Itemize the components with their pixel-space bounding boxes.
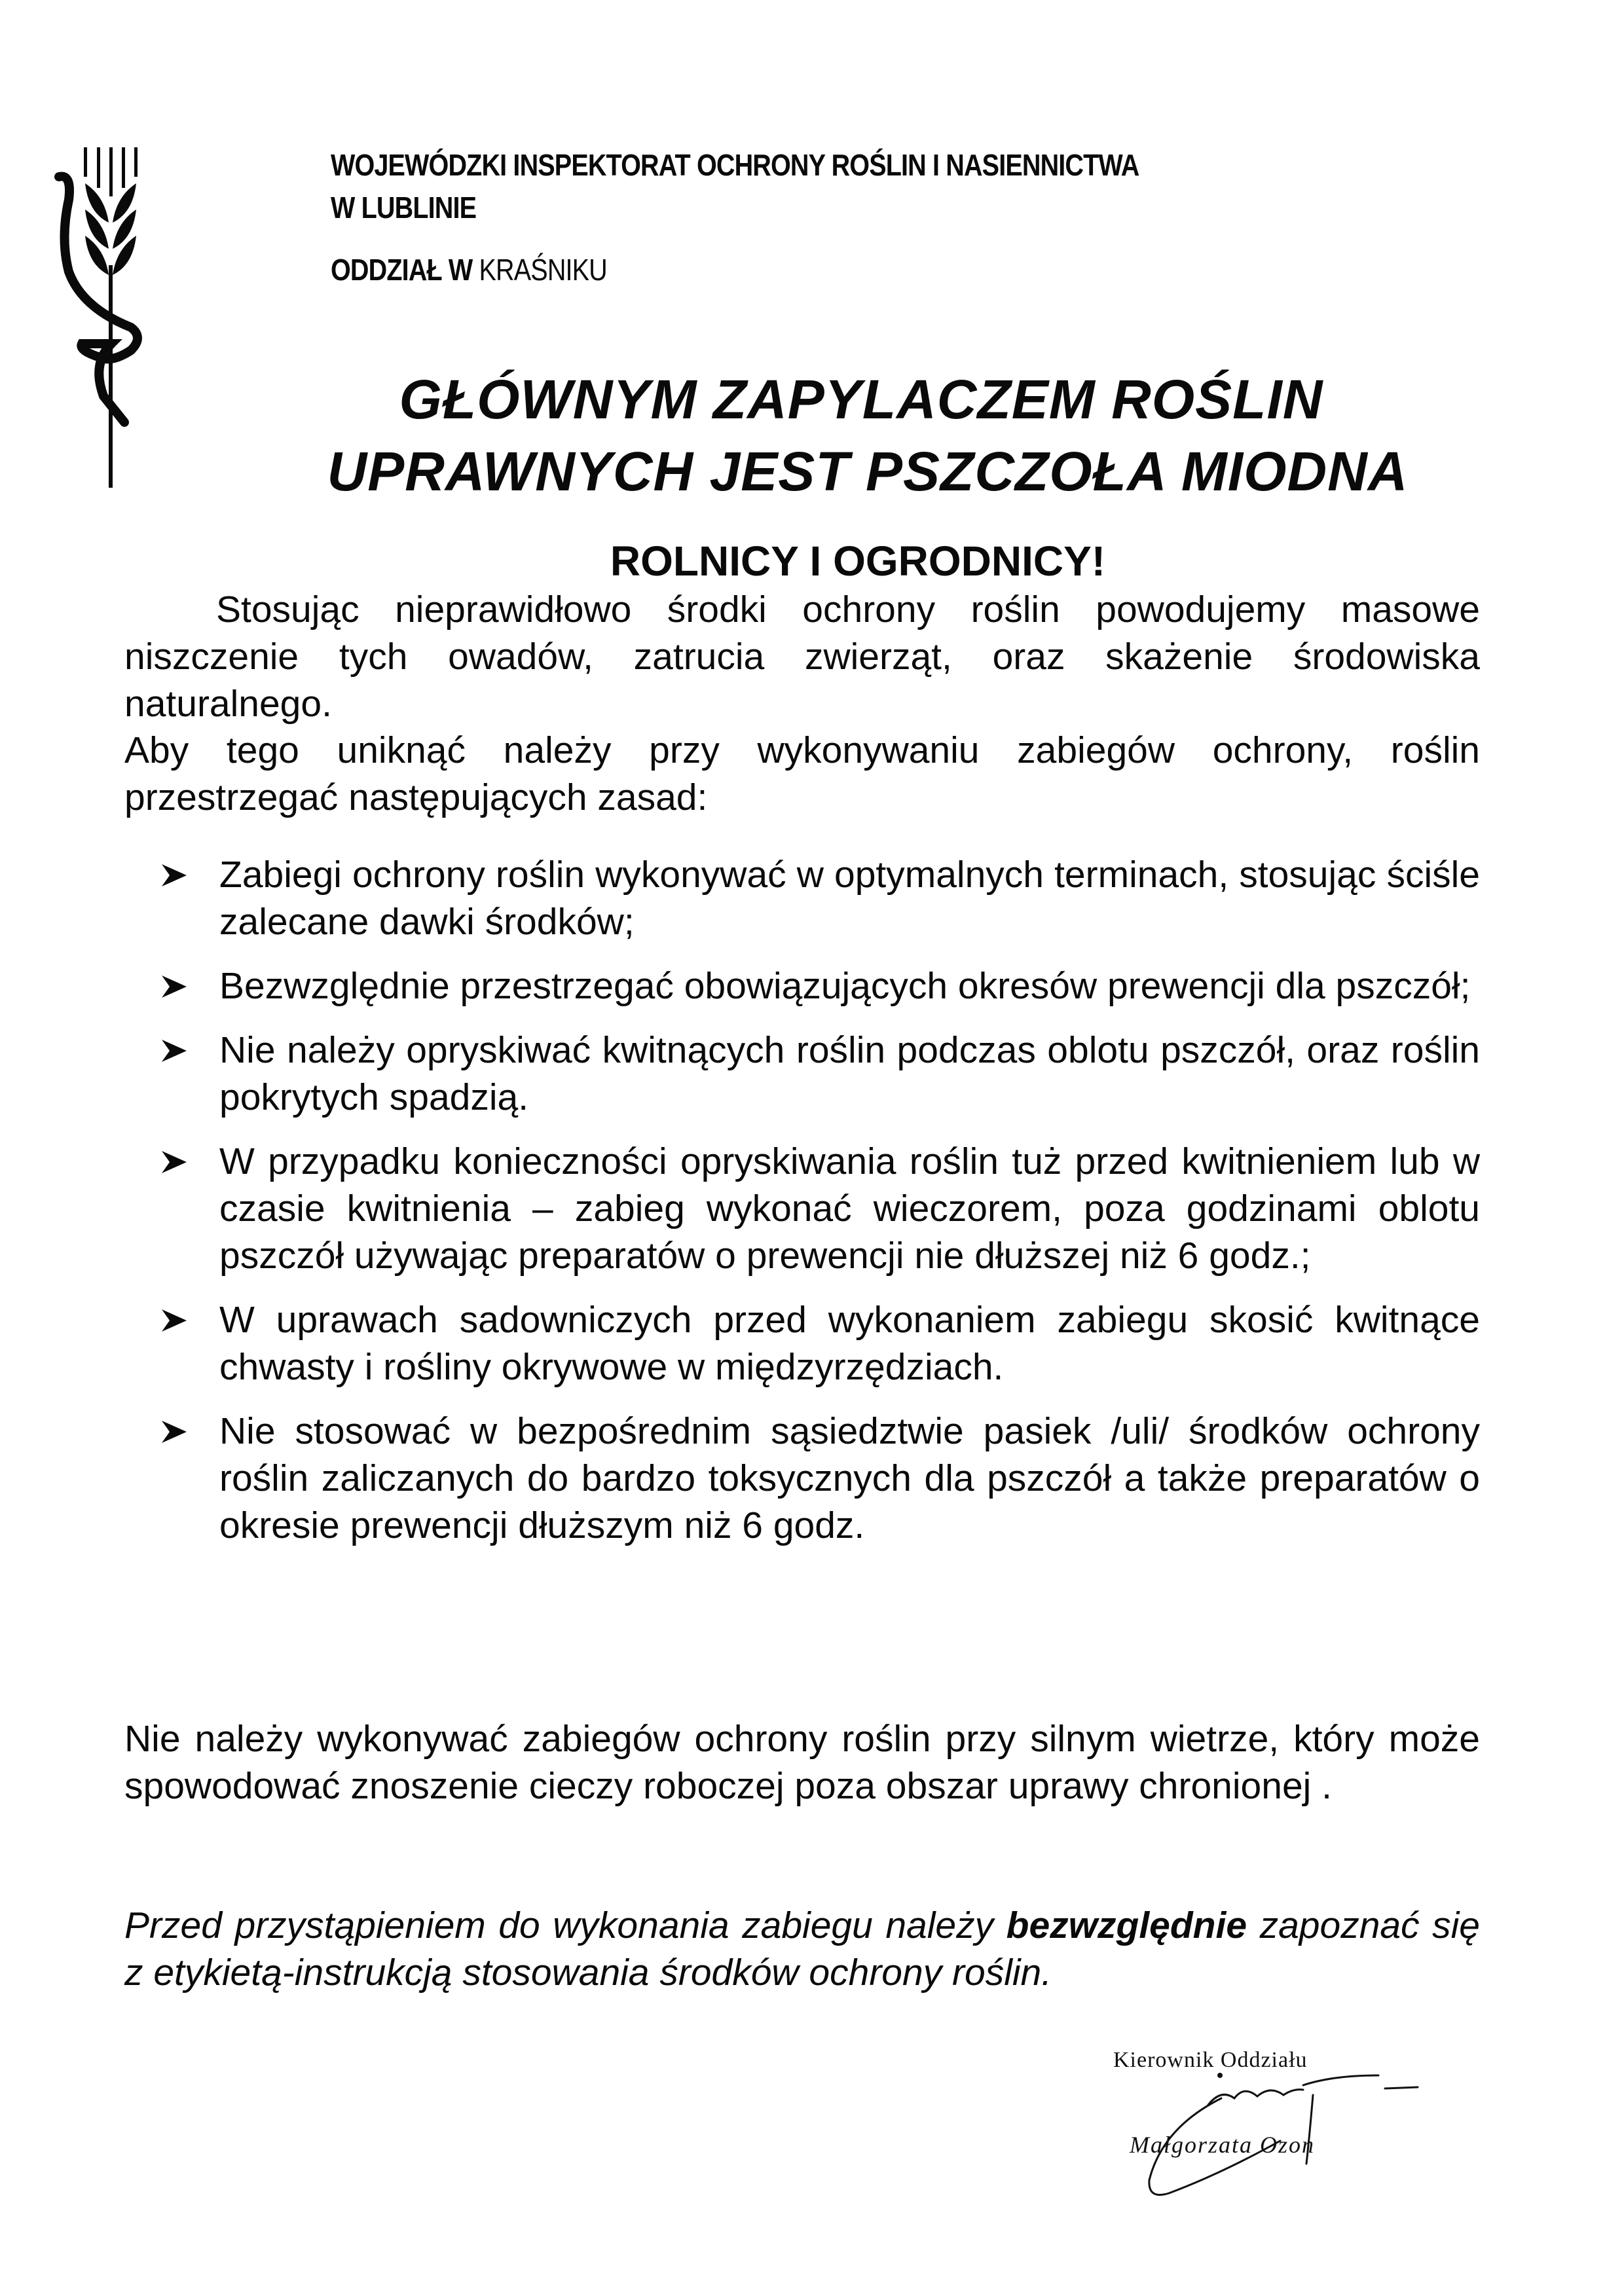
signatory-name: Małgorzata Ozon xyxy=(1130,2132,1316,2158)
rule-text: W przypadku konieczności opryskiwania roślin tuż przed kwitnieniem lub w czasie kwitnienia – zabieg wykonać wieczorem, poza godzinami oblotu pszczół używając preparatów o prewencji nie dłuższej niż 6 godz.; xyxy=(219,1140,1480,1277)
rule-item xyxy=(160,1408,1480,1549)
intro-paragraph-2: Aby tego uniknąć należy przy wykonywaniu zabiegów ochrony, roślin przestrzegać następujących zasad: xyxy=(124,729,1480,818)
label-notice-before: Przed przystąpieniem do wykonania zabiegu należy xyxy=(124,1904,1006,1946)
label-notice-emphasis: bezwzględnie xyxy=(1006,1904,1247,1946)
rule-item xyxy=(160,1296,1480,1391)
wind-notice: Nie należy wykonywać zabiegów ochrony roślin przy silnym wietrze, który może spowodować znoszenie cieczy roboczej poza obszar uprawy chronionej . xyxy=(124,1718,1480,1807)
rule-text: Zabiegi ochrony roślin wykonywać w optymalnych terminach, stosując ściśle zalecane dawki środków; xyxy=(219,854,1480,943)
arrowhead-bullet-icon xyxy=(160,1419,188,1444)
organization-location: W LUBLINIE xyxy=(331,191,477,225)
branch-city: KRAŚNIKU xyxy=(479,253,607,287)
document-title-line2: UPRAWNYCH JEST PSZCZOŁA MIODNA xyxy=(327,441,1409,502)
arrowhead-bullet-icon xyxy=(160,974,188,999)
document-title-line1: GŁÓWNYM ZAPYLACZEM ROŚLIN xyxy=(399,369,1323,430)
arrowhead-bullet-icon xyxy=(160,1038,188,1063)
rule-text: Nie stosować w bezpośrednim sąsiedztwie pasiek /uli/ środków ochrony roślin zaliczanych do bardzo toksycznych dla pszczół a także preparatów o okresie prewencji dłuższym niż 6 godz. xyxy=(219,1410,1480,1546)
arrowhead-bullet-icon xyxy=(160,1150,188,1175)
audience-heading: ROLNICY I OGRODNICY! xyxy=(610,538,1106,585)
rule-item xyxy=(160,851,1480,945)
rule-item xyxy=(160,1027,1480,1121)
handwritten-signature-icon xyxy=(1123,2049,1424,2200)
rule-item xyxy=(160,1138,1480,1279)
branch-name xyxy=(331,252,607,287)
intro-paragraph-1 xyxy=(124,586,1480,727)
arrowhead-bullet-icon xyxy=(160,1308,188,1333)
signatory-title: Kierownik Oddziału xyxy=(1113,2048,1308,2072)
rule-text: Bezwzględnie przestrzegać obowiązujących okresów prewencji dla pszczół; xyxy=(219,965,1471,1007)
rules-list xyxy=(160,851,1480,1566)
rule-text: Nie należy opryskiwać kwitnących roślin podczas oblotu pszczół, oraz roślin pokrytych spadzią. xyxy=(219,1029,1480,1118)
rule-item xyxy=(160,962,1480,1010)
rule-text: W uprawach sadowniczych przed wykonaniem zabiegu skosić kwitnące chwasty i rośliny okrywowe w międzyrzędziach. xyxy=(219,1299,1480,1388)
branch-prefix: ODDZIAŁ W xyxy=(331,253,473,287)
organization-name: WOJEWÓDZKI INSPEKTORAT OCHRONY ROŚLIN I NASIENNICTWA xyxy=(331,148,1139,182)
label-notice xyxy=(124,1902,1480,1996)
arrowhead-bullet-icon xyxy=(160,863,188,888)
label-notice-after: zapoznać się z etykietą-instrukcją stosowania środków ochrony roślin. xyxy=(124,1904,1480,1994)
intro-paragraph-1-text: Stosując nieprawidłowo środki ochrony roślin powodujemy masowe niszczenie tych owadów, zatrucia zwierząt, oraz skażenie środowiska naturalnego. xyxy=(124,589,1480,725)
